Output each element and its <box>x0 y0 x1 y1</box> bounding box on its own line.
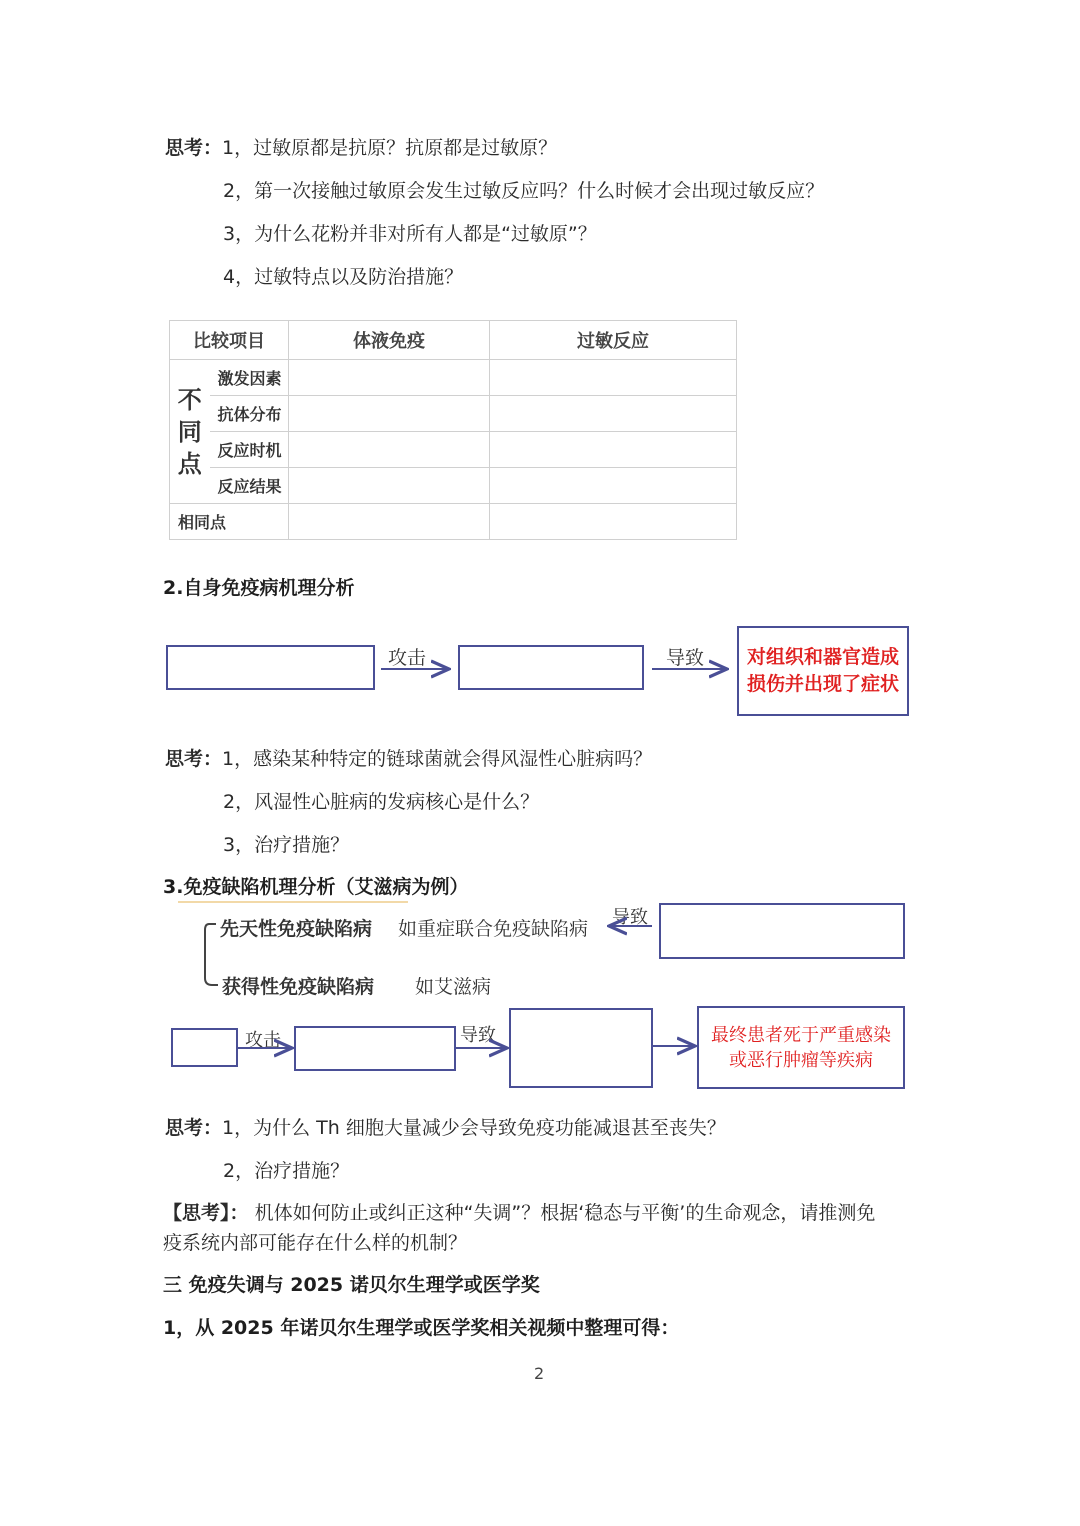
cause-label: 导致 <box>666 647 705 669</box>
section2-title: 2.自身免疫病机理分析 <box>163 577 355 599</box>
think4-line1 <box>163 1198 875 1225</box>
section3-title: 3.免疫缺陷机理分析（艾滋病为例） <box>163 876 469 898</box>
row-label: 激发因素 <box>210 360 289 396</box>
aids-cause-label: 导致 <box>460 1025 496 1046</box>
classification-bracket <box>205 924 218 985</box>
congenital-label: 先天性免疫缺陷病 <box>220 918 373 940</box>
diff-char: 不 <box>177 385 202 414</box>
header-allergic-reaction: 过敏反应 <box>490 321 737 360</box>
think1-prefix: 思考： <box>165 137 223 159</box>
aids-attack-label: 攻击 <box>245 1030 281 1051</box>
think2-q3: 3，治疗措施？ <box>223 834 350 856</box>
row-label: 反应时机 <box>210 432 289 468</box>
think4-line2: 疫系统内部可能存在什么样的机制？ <box>163 1232 468 1254</box>
cause-top-label: 导致 <box>612 907 648 928</box>
think1-q2: 2，第一次接触过敏原会发生过敏反应吗？什么时候才会出现过敏反应？ <box>223 180 825 202</box>
think2-q1: 1，感染某种特定的链球菌就会得风湿性心脏病吗？ <box>222 748 653 770</box>
diff-char: 点 <box>177 449 202 478</box>
think4-text1: 机体如何防止或纠正这种“失调”？根据‘稳态与平衡’的生命观念，请推测免 <box>254 1202 876 1224</box>
think1-q3: 3，为什么花粉并非对所有人都是“过敏原”？ <box>223 223 597 245</box>
think2-prefix: 思考： <box>165 748 223 770</box>
row-label: 反应结果 <box>210 468 289 504</box>
think3-q1: 1，为什么 Th 细胞大量减少会导致免疫功能减退甚至丧失？ <box>222 1117 726 1139</box>
aids-result-box: 最终患者死于严重感染或恶行肿瘤等疾病 <box>697 1006 905 1089</box>
think3-q2: 2，治疗措施？ <box>223 1160 350 1182</box>
row-label: 抗体分布 <box>210 396 289 432</box>
think3-prefix: 思考： <box>165 1117 223 1139</box>
think1-q1: 1，过敏原都是抗原？抗原都是过敏原？ <box>222 137 558 159</box>
row-label-same: 相同点 <box>170 504 289 540</box>
header-compare-item: 比较项目 <box>170 321 289 360</box>
section-three-title: 三 免疫失调与 2025 诺贝尔生理学或医学奖 <box>163 1274 540 1296</box>
diff-char: 同 <box>177 417 202 446</box>
think4-prefix: 【思考】： <box>163 1202 249 1224</box>
header-humoral-immunity: 体液免疫 <box>289 321 490 360</box>
acquired-example: 如艾滋病 <box>415 976 492 998</box>
autoimmune-result-box: 对组织和器官造成损伤并出现了症状 <box>737 626 909 716</box>
item1-title: 1，从 2025 年诺贝尔生理学或医学奖相关视频中整理可得： <box>163 1317 680 1339</box>
attack-label: 攻击 <box>388 647 427 669</box>
think3-line1 <box>165 1113 726 1140</box>
think2-q2: 2，风湿性心脏病的发病核心是什么？ <box>223 791 540 813</box>
congenital-example: 如重症联合免疫缺陷病 <box>398 918 589 940</box>
page-number: 2 <box>534 1364 545 1383</box>
think1-q4: 4，过敏特点以及防治措施？ <box>223 266 464 288</box>
acquired-label: 获得性免疫缺陷病 <box>222 976 375 998</box>
